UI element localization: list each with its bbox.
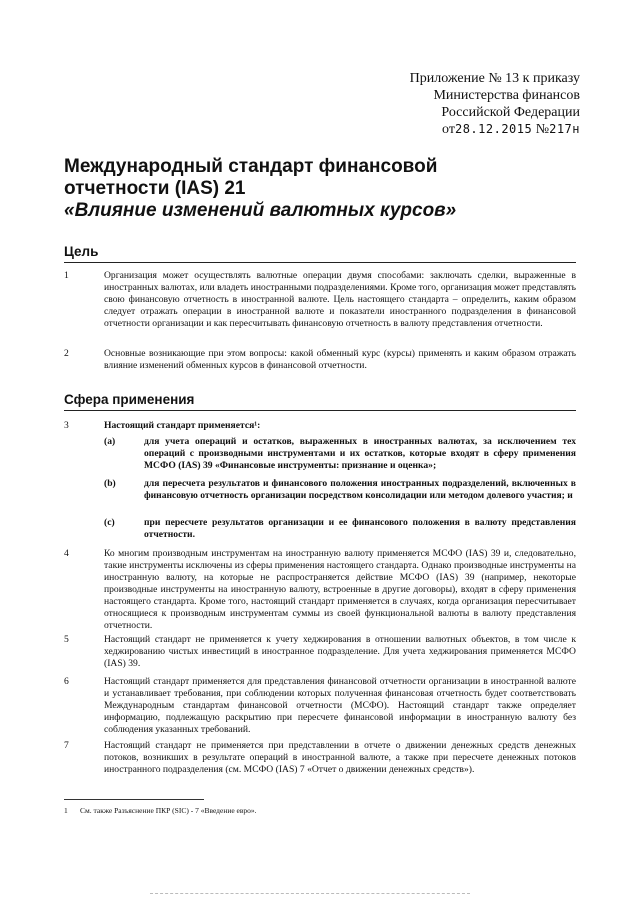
paragraph-2 [64,348,576,372]
paragraph-4 [64,548,576,632]
paragraph-number: 3 [64,420,69,431]
footnote [64,806,576,815]
paragraph-number: 4 [64,548,69,559]
date-prefix: от [442,122,455,137]
footnote-number: 1 [64,806,68,815]
paragraph-3 [64,420,576,432]
paragraph-text: Настоящий стандарт применяется для представления финансовой отчетности организации в иностранной валюте и устанавливает требования, при соблюдении которых полученная финансовая отчетность будет соответствовать Международным стандартам финансовой отчетности (МСФО). Настоящий стандарт также определяет информацию, подлежащую раскрытию при пересчете финансовой информации в иностранную валюту без соблюдения указанных требований. [104,676,576,735]
handwritten-date: 28.12.2015 [454,122,533,136]
appendix-line-1: Приложение № 13 к приказу [409,71,580,86]
paragraph-number: 7 [64,740,69,751]
number-prefix: № [535,122,550,137]
subparagraph-letter: (b) [104,478,116,489]
document-title [64,156,584,222]
footnote-text: См. также Разъяснение ПКР (SIC) - 7 «Введение евро». [80,806,257,815]
paragraph-text: Настоящий стандарт не применяется к учету хеджирования в отношении валютных объектов, в том числе к хеджированию чистых инвестиций в иностранное подразделение. Для учета хеджирования применяется МСФО (IAS) 39. [104,634,576,669]
paragraph-text: Ко многим производным инструментам на иностранную валюту применяется МСФО (IAS) 39 и, следовательно, такие инструменты исключены из сферы применения настоящего стандарта. Однако производные инструменты на иностранную валюту, на которые не распространяется действие МСФО (IAS) 39 (например, некоторые производные инструменты на иностранную валюту, встроенные в другие договоры), входят в сферу применения настоящего стандарта. Кроме того, настоящий стандарт применяется в случаях, когда организация пересчитывает относящиеся к производным инструментам суммы из своей функциональной валюты в валюту представления отчетности. [104,548,576,631]
paragraph-text: Организация может осуществлять валютные операции двумя способами: заключать сделки, выраженные в иностранных валютах, или владеть иностранными подразделениями. Кроме того, организация может представлять свою финансовую отчетность в иностранной валюте. Цель настоящего стандарта – определить, каким образом следует отражать операции в иностранной валюте и показатели иностранного подразделения в финансовой отчетности организации и как пересчитывать финансовую отчетность в валюту представления отчетности. [104,270,576,329]
paragraph-number: 5 [64,634,69,645]
footnote-divider [64,799,204,800]
subparagraph-3b [104,478,576,502]
subparagraph-text: при пересчете результатов организации и ее финансового положения в валюту представления отчетности. [144,517,576,540]
paragraph-5 [64,634,576,670]
paragraph-text: Настоящий стандарт не применяется при представлении в отчете о движении денежных средств денежных потоков, возникших в результате операций в иностранной валюте, а также при пересчете денежных потоков иностранного подразделения (см. МСФО (IAS) 7 «Отчет о движении денежных средств»). [104,740,576,775]
paragraph-7 [64,740,576,776]
subparagraph-text: для учета операций и остатков, выраженных в иностранных валютах, за исключением тех операций с производными инструментами и их остатков, которые входят в сферу применения МСФО (IAS) 39 «Финансовые инструменты: признание и оценка»; [144,436,576,471]
subparagraph-3c [104,517,576,541]
paragraph-6 [64,676,576,736]
paragraph-number: 1 [64,270,69,281]
subparagraph-letter: (c) [104,517,115,528]
title-line-2: отчетности (IAS) 21 [64,178,246,199]
appendix-line-3: Российской Федерации [441,105,580,120]
subparagraph-3a [104,436,576,472]
subparagraph-text: для пересчета результатов и финансового положения иностранных подразделений, включенных в финансовую отчетность организации посредством консолидации или методом долевого участия; и [144,478,576,501]
appendix-header [410,70,580,138]
appendix-date-line [410,121,580,138]
handwritten-number: 217н [549,122,580,136]
section-heading-scope: Сфера применения [64,392,576,411]
paragraph-text: Настоящий стандарт применяется¹: [104,420,261,431]
subparagraph-letter: (a) [104,436,116,447]
paragraph-number: 2 [64,348,69,359]
scan-edge-artifact [150,893,470,894]
paragraph-number: 6 [64,676,69,687]
appendix-line-2: Министерства финансов [433,88,580,103]
title-subtitle: «Влияние изменений валютных курсов» [64,200,457,221]
title-line-1: Международный стандарт финансовой [64,156,438,177]
section-heading-goal: Цель [64,244,576,263]
paragraph-1 [64,270,576,330]
paragraph-text: Основные возникающие при этом вопросы: какой обменный курс (курсы) применять и каким образом отражать влияние изменений обменных курсов в финансовой отчетности. [104,348,576,371]
